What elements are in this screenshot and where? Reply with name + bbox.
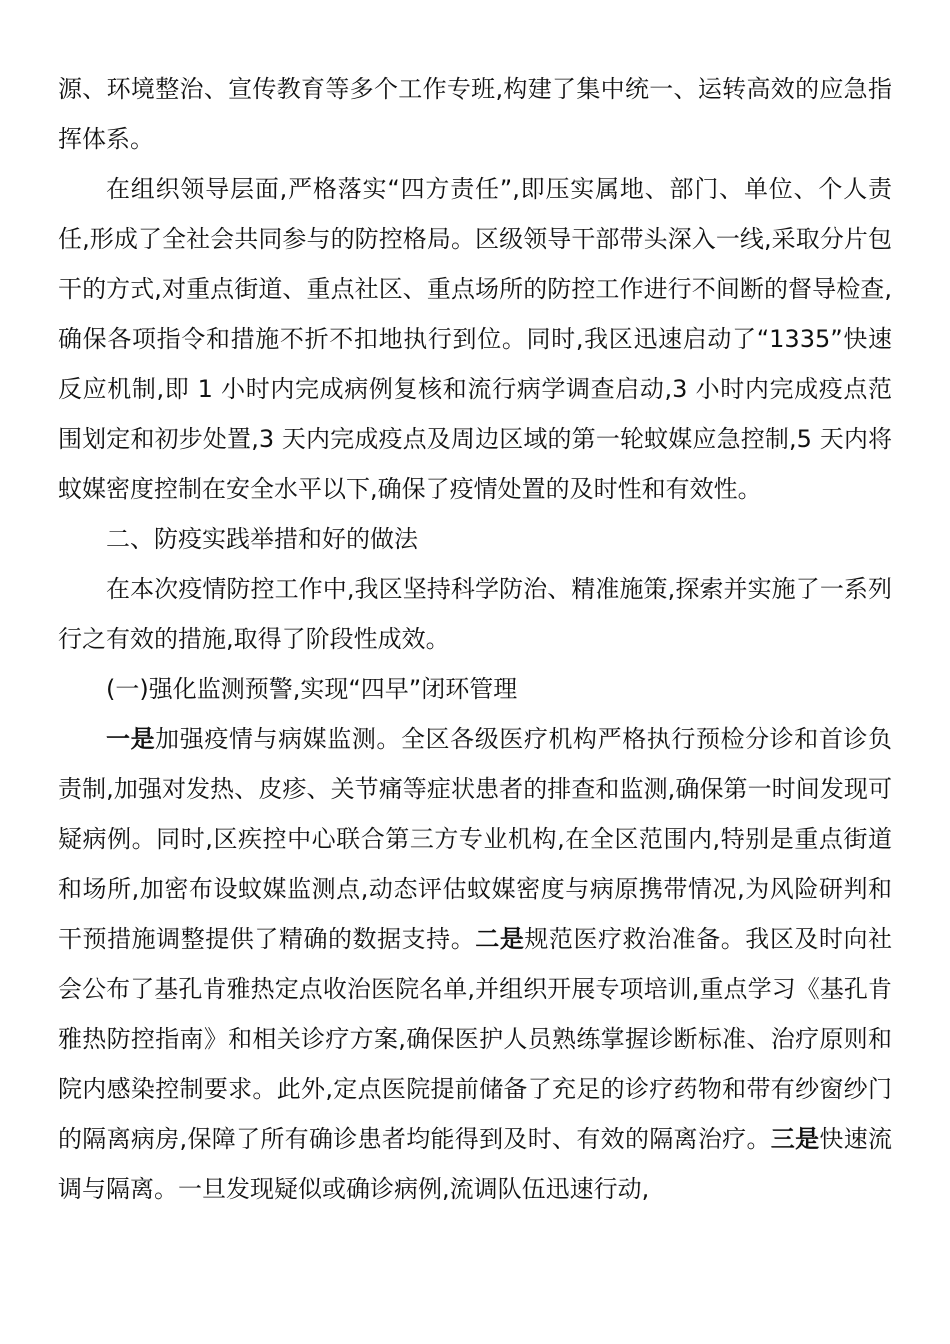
paragraph-command-system: 源、环境整治、宣传教育等多个工作专班,构建了集中统一、运转高效的应急指挥体系。 xyxy=(58,75,892,153)
section-heading-practices: 二、防疫实践举措和好的做法 xyxy=(106,525,418,553)
paragraph-organization-leadership: 在组织领导层面,严格落实“四方责任”,即压实属地、部门、单位、个人责任,形成了全社会共同参与的防控格局。区级领导干部带头深入一线,采取分片包干的方式,对重点街道、重点社区、重点场所的防控工作进行不间断的督导检查,确保各项指令和措施不折不扣地执行到位。同时,我区迅速启动了“1335”快速反应机制,即 1 小时内完成病例复核和流行病学调查启动,3 小时内完成疫点范围划定和初步处置,3 天内完成疫点及周边区域的第一轮蚊媒应急控制,5 天内将蚊媒密度控制在安全水平以下,确保了疫情处置的及时性和有效性。 xyxy=(58,175,892,503)
subsection-heading-monitoring: (一)强化监测预警,实现“四早”闭环管理 xyxy=(106,675,518,703)
paragraph-monitoring-details xyxy=(58,714,892,1214)
text-second: 规范医疗救治准备。我区及时向社会公布了基孔肯雅热定点收治医院名单,并组织开展专项培训,重点学习《基孔肯雅热防控指南》和相关诊疗方案,确保医护人员熟练掌握诊断标准、治疗原则和院内感染控制要求。此外,定点医院提前储备了充足的诊疗药物和带有纱窗纱门的隔离病房,保障了所有确诊患者均能得到及时、有效的隔离治疗。 xyxy=(58,925,893,1153)
paragraph-practices-intro: 在本次疫情防控工作中,我区坚持科学防治、精准施策,探索并实施了一系列行之有效的措施,取得了阶段性成效。 xyxy=(58,575,892,653)
document-page xyxy=(58,64,892,1214)
lead-first: 一是 xyxy=(106,725,156,753)
lead-second: 二是 xyxy=(475,925,525,953)
text-third: 快速流调与隔离。一旦发现疑似或确诊病例,流调队伍迅速行动, xyxy=(58,1125,892,1203)
text-first: 加强疫情与病媒监测。全区各级医疗机构严格执行预检分诊和首诊负责制,加强对发热、皮疹、关节痛等症状患者的排查和监测,确保第一时间发现可疑病例。同时,区疾控中心联合第三方专业机构,在全区范围内,特别是重点街道和场所,加密布设蚊媒监测点,动态评估蚊媒密度与病原携带情况,为风险研判和干预措施调整提供了精确的数据支持。 xyxy=(58,725,893,953)
lead-third: 三是 xyxy=(770,1125,820,1153)
